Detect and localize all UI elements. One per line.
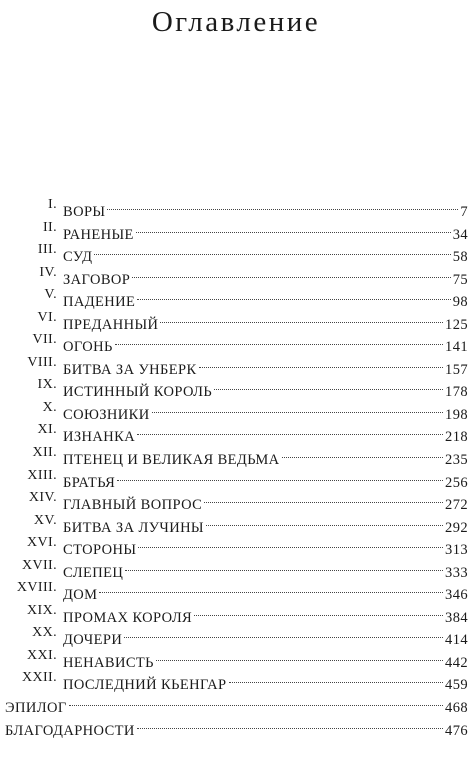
page-number: 333 [445, 564, 468, 581]
page-number: 178 [445, 384, 468, 401]
dot-leader [199, 352, 444, 374]
page-number: 75 [452, 271, 468, 288]
toc-entry [0, 239, 472, 266]
chapter-number: XV. [33, 512, 57, 528]
dot-leader [69, 690, 443, 712]
dot-leader [206, 510, 443, 532]
chapter-title: ПАДЕНИЕ [63, 294, 136, 311]
chapter-title: ДОМ [63, 587, 98, 604]
chapter-title: СТОРОНЫ [63, 542, 137, 559]
dot-leader [137, 419, 443, 441]
page-number: 414 [445, 632, 468, 649]
dot-leader [194, 600, 443, 622]
chapter-number: XIX. [27, 602, 57, 618]
dot-leader [132, 262, 450, 284]
dot-leader [204, 487, 443, 509]
chapter-title: ИЗНАНКА [63, 429, 136, 446]
chapter-title: ВОРЫ [63, 204, 106, 220]
chapter-number: XVII. [21, 557, 57, 573]
chapter-title: ПТЕНЕЦ И ВЕЛИКАЯ ВЕДЬМА [63, 452, 280, 469]
chapter-number: X. [42, 399, 57, 415]
chapter-title: ИСТИННЫЙ КОРОЛЬ [63, 384, 213, 401]
toc-entry [0, 713, 472, 739]
dot-leader [160, 307, 443, 329]
toc-entry [0, 667, 472, 694]
toc-entry [0, 284, 472, 311]
toc-entry [0, 374, 472, 401]
dot-leader [99, 577, 443, 599]
page-number: 34 [452, 226, 468, 243]
dot-leader [152, 397, 443, 419]
chapter-number: IX. [37, 377, 57, 393]
chapter-number: VI. [37, 309, 57, 325]
toc-entry [0, 690, 472, 717]
toc-entry [0, 622, 472, 649]
page-number: 256 [445, 474, 468, 491]
dot-leader [107, 194, 458, 216]
page-number: 198 [445, 406, 468, 423]
chapter-title: ГЛАВНЫЙ ВОПРОС [63, 497, 203, 514]
page-number: 125 [445, 316, 468, 333]
page-number: 157 [445, 361, 468, 378]
page-title: Оглавление [151, 6, 321, 38]
page-number: 442 [445, 654, 468, 671]
page-number: 272 [445, 497, 468, 514]
toc-entry [0, 645, 472, 671]
chapter-title: РАНЕНЫЕ [63, 226, 134, 243]
chapter-title: БИТВА ЗА УНБЕРК [63, 361, 197, 378]
chapter-number: XVI. [27, 535, 57, 551]
chapter-title: ЗАГОВОР [63, 271, 131, 288]
page-number: 7 [460, 204, 468, 220]
chapter-title: ПРОМАХ КОРОЛЯ [63, 609, 193, 626]
chapter-title: ЭПИЛОГ [5, 700, 67, 717]
chapter-number: VIII. [27, 354, 57, 370]
chapter-number: IV. [39, 264, 57, 280]
toc-entry [0, 555, 472, 581]
chapter-title: ПОСЛЕДНИЙ КЬЕНГАР [63, 677, 227, 694]
toc-entry [0, 329, 472, 356]
toc-entry [0, 262, 472, 288]
page-number: 468 [445, 700, 468, 717]
dot-leader [156, 645, 443, 667]
chapter-number: XX. [32, 625, 57, 641]
chapter-title: ПРЕДАННЫЙ [63, 316, 159, 333]
chapter-number: II. [42, 219, 57, 235]
toc-entry [0, 307, 472, 333]
dot-leader [282, 442, 444, 464]
toc-entry [0, 397, 472, 423]
toc-entry [0, 217, 472, 243]
page-number: 476 [445, 722, 468, 739]
dot-leader [136, 217, 451, 239]
chapter-title: СЛЕПЕЦ [63, 564, 124, 581]
dot-leader [124, 622, 443, 644]
toc-entry [0, 577, 472, 604]
page-number: 98 [452, 294, 468, 311]
chapter-number: VII. [32, 332, 57, 348]
chapter-number: XIV. [28, 490, 57, 506]
chapter-number: XXII. [21, 670, 57, 686]
dot-leader [115, 329, 443, 351]
toc-entry [0, 510, 472, 536]
chapter-number: V. [44, 287, 57, 303]
toc-entry [0, 352, 472, 378]
page-number: 58 [452, 249, 468, 266]
chapter-number: XI. [37, 422, 57, 438]
page-number: 346 [445, 587, 468, 604]
toc-entry [0, 194, 472, 220]
page-number: 459 [445, 677, 468, 694]
chapter-title: СУД [63, 249, 93, 266]
page-number: 235 [445, 452, 468, 469]
dot-leader [229, 667, 444, 689]
page-number: 292 [445, 519, 468, 536]
toc-entry-line [5, 713, 468, 743]
chapter-title: ОГОНЬ [63, 339, 113, 356]
toc-entry [0, 442, 472, 469]
chapter-number: XIII. [27, 467, 57, 483]
page-number: 313 [445, 542, 468, 559]
chapter-number: III. [37, 242, 57, 258]
page-number: 218 [445, 429, 468, 446]
dot-leader [137, 713, 443, 735]
page-number: 141 [445, 339, 468, 356]
toc-entry [0, 419, 472, 446]
dot-leader [117, 465, 443, 487]
chapter-number: XII. [32, 445, 57, 461]
table-of-contents [0, 194, 472, 739]
dot-leader [214, 374, 443, 396]
chapter-number: XXI. [27, 647, 57, 663]
toc-entry [0, 465, 472, 491]
toc-entry [0, 532, 472, 559]
chapter-number: XVIII. [16, 580, 57, 596]
dot-leader [137, 284, 450, 306]
chapter-title: БРАТЬЯ [63, 474, 116, 491]
dot-leader [94, 239, 450, 261]
chapter-title: НЕНАВИСТЬ [63, 654, 154, 671]
chapter-title: ДОЧЕРИ [63, 632, 123, 649]
dot-leader [138, 532, 443, 554]
chapter-number: I. [48, 197, 57, 212]
chapter-title: СОЮЗНИКИ [63, 406, 150, 423]
toc-entry [0, 600, 472, 626]
dot-leader [125, 555, 443, 577]
chapter-title: БЛАГОДАРНОСТИ [5, 722, 135, 739]
page-number: 384 [445, 609, 468, 626]
toc-entry [0, 487, 472, 514]
chapter-title: БИТВА ЗА ЛУЧИНЫ [63, 519, 204, 536]
